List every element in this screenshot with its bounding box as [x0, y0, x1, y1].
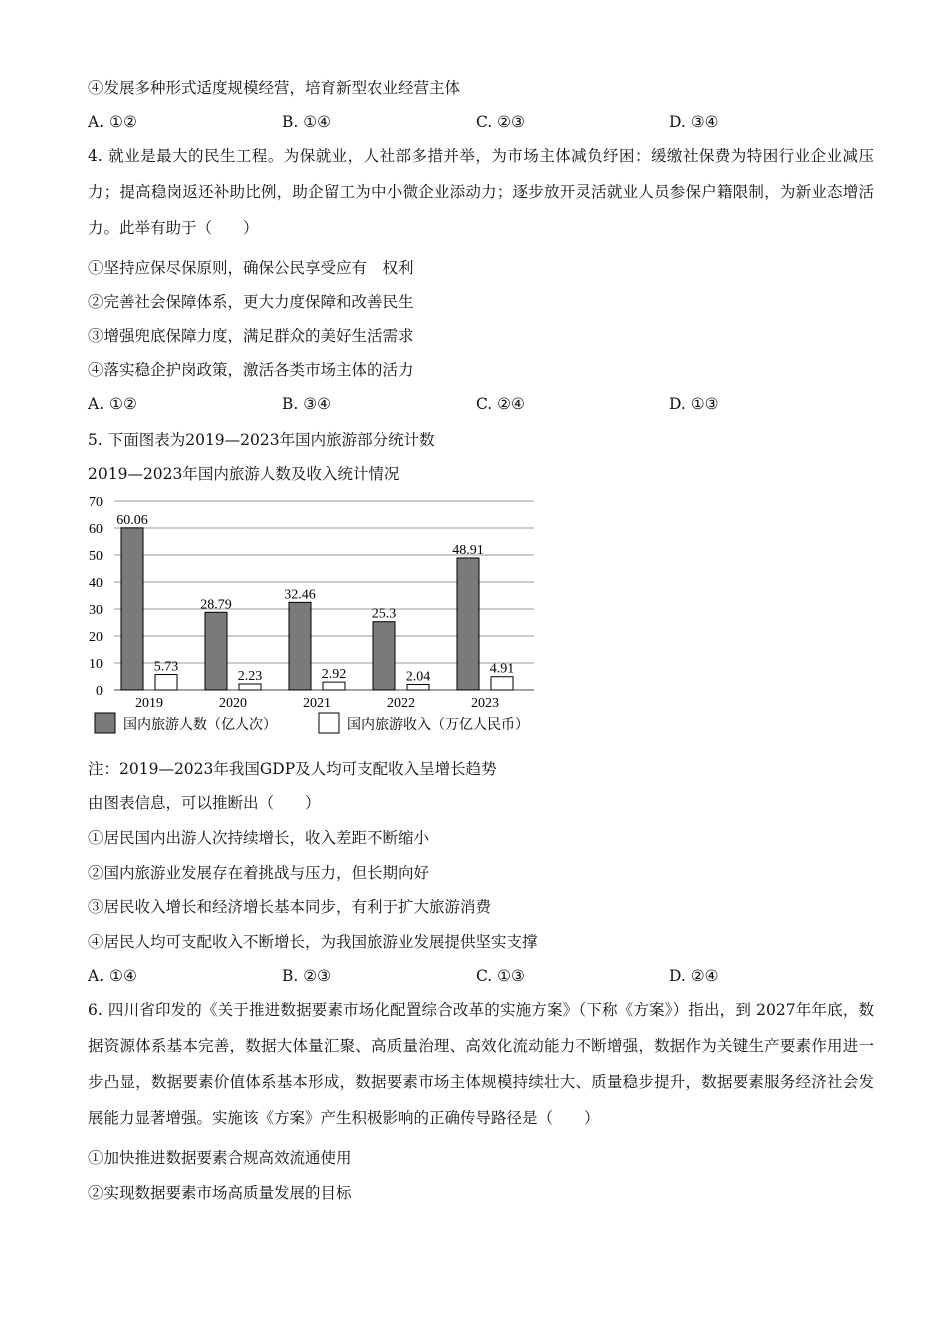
q5-question: 由图表信息，可以推断出（ ）: [88, 794, 321, 812]
y-tick-label: 50: [89, 549, 103, 564]
q4-item-1: ①坚持应保尽保原则，确保公民享受应有 权利: [88, 259, 414, 277]
q3-option-d: D. ③④: [669, 113, 719, 131]
data-label-visitors-2023: 48.91: [452, 542, 484, 558]
q5-item-2: ②国内旅游业发展存在着挑战与压力，但长期向好: [88, 864, 430, 882]
legend-label-visitors: 国内旅游人数（亿人次）: [123, 718, 277, 733]
q5-option-d: D. ②④: [669, 967, 719, 985]
bar-visitors-2021: [289, 602, 311, 690]
x-tick-label-2019: 2019: [135, 696, 163, 711]
chart-y-ticks: [89, 495, 103, 699]
bar-visitors-2019: [121, 528, 143, 690]
q3-options: [88, 113, 868, 133]
y-tick-label: 70: [89, 495, 103, 510]
data-label-revenue-2023: 4.91: [489, 661, 515, 677]
q4-option-a: A. ①②: [88, 395, 137, 413]
q6-item-1: ①加快推进数据要素合规高效流通使用: [88, 1149, 352, 1167]
bar-revenue-2019: [155, 675, 177, 690]
x-tick-label-2022: 2022: [387, 696, 415, 711]
y-tick-label: 40: [89, 576, 103, 591]
data-label-revenue-2020: 2.23: [237, 668, 263, 684]
q4-item-2: ②完善社会保障体系，更大力度保障和改善民生: [88, 293, 414, 311]
q5-stem: 5. 下面图表为2019—2023年国内旅游部分统计数: [88, 431, 435, 449]
bar-revenue-2021: [323, 682, 345, 690]
q3-option-c: C. ②③: [476, 113, 525, 131]
bar-revenue-2020: [239, 684, 261, 690]
data-label-visitors-2022: 25.3: [371, 606, 397, 622]
legend-swatch-visitors: [95, 713, 115, 733]
data-label-revenue-2021: 2.92: [321, 667, 347, 683]
q5-option-b: B. ②③: [282, 967, 332, 985]
chart-data-labels: [116, 513, 514, 685]
chart-x-ticks: [135, 696, 499, 711]
bar-visitors-2022: [373, 622, 395, 690]
q5-item-3: ③居民收入增长和经济增长基本同步，有利于扩大旅游消费: [88, 898, 492, 916]
data-label-revenue-2019: 5.73: [153, 659, 179, 675]
x-tick-label-2021: 2021: [303, 696, 331, 711]
y-tick-label: 60: [89, 522, 103, 537]
q5-option-c: C. ①③: [476, 967, 525, 985]
y-tick-label: 20: [89, 630, 103, 645]
x-tick-label-2023: 2023: [471, 696, 499, 711]
legend-swatch-revenue: [319, 713, 339, 733]
q4-option-b: B. ③④: [282, 395, 332, 413]
data-label-revenue-2022: 2.04: [405, 669, 431, 685]
data-label-visitors-2021: 32.46: [284, 587, 316, 603]
q4-item-4: ④落实稳企护岗政策，激活各类市场主体的活力: [88, 361, 414, 379]
q3-option-b: B. ①④: [282, 113, 332, 131]
bar-visitors-2020: [205, 612, 227, 690]
q5-item-1: ①居民国内出游人次持续增长，收入差距不断缩小: [88, 829, 430, 847]
chart-legend: [95, 713, 529, 733]
q4-options: [88, 395, 868, 415]
q4-stem: 4. 就业是最大的民生工程。为保就业，人社部多措并举，为市场主体减负纾困：缓缴社保费为特困行业企业减压力；提高稳岗返还补助比例，助企留工为中小微企业添动力；逐步放开灵活就业人员参保户籍限制，为新业态增活力。此举有助于（ ）: [88, 147, 874, 237]
y-tick-label: 10: [89, 657, 103, 672]
x-tick-label-2020: 2020: [219, 696, 247, 711]
bar-visitors-2023: [457, 558, 479, 690]
data-label-visitors-2019: 60.06: [116, 512, 148, 528]
bar-revenue-2022: [407, 684, 429, 690]
chart-note: 注：2019—2023年我国GDP及人均可支配收入呈增长趋势: [88, 760, 497, 778]
chart-title: 2019—2023年国内旅游人数及收入统计情况: [88, 465, 400, 483]
q4-option-d: D. ①③: [669, 395, 719, 413]
tourism-bar-chart: [86, 490, 546, 742]
q6-item-2: ②实现数据要素市场高质量发展的目标: [88, 1184, 352, 1202]
q3-item-4: ④发展多种形式适度规模经营，培育新型农业经营主体: [88, 79, 461, 97]
q4-item-3: ③增强兜底保障力度，满足群众的美好生活需求: [88, 327, 414, 345]
legend-label-revenue: 国内旅游收入（万亿人民币）: [347, 718, 529, 733]
q6-stem: 6. 四川省印发的《关于推进数据要素市场化配置综合改革的实施方案》（下称《方案》）指出，到 2027年年底，数据资源体系基本完善，数据大体量汇聚、高质量治理、高效化流动能力不断增强，数据作为关键生产要素作用进一步凸显，数据要素价值体系基本形成，数据要素市场主体规模持续壮大、质量稳步提升，数据要素服务经济社会发展能力显著增强。实施该《方案》产生积极影响的正确传导路径是（ ）: [88, 1001, 874, 1127]
y-tick-label: 30: [89, 603, 103, 618]
q5-item-4: ④居民人均可支配收入不断增长，为我国旅游业发展提供坚实支撑: [88, 933, 538, 951]
q3-option-a: A. ①②: [88, 113, 137, 131]
q4-option-c: C. ②④: [476, 395, 525, 413]
data-label-visitors-2020: 28.79: [200, 597, 232, 613]
y-tick-label: 0: [96, 684, 103, 699]
bar-revenue-2023: [491, 677, 513, 690]
q5-option-a: A. ①④: [88, 967, 137, 985]
q5-options: [88, 967, 868, 987]
